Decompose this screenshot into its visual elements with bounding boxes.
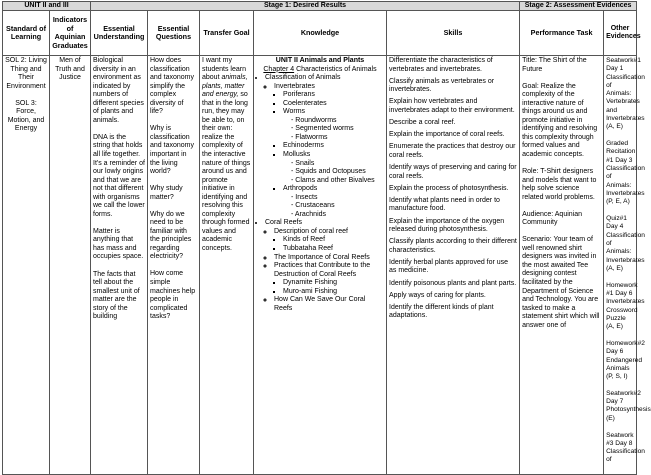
understanding-text: The facts that tell about the smallest unit of matter are the story of the building bbox=[93, 270, 140, 321]
list-item: ▪ Mollusks - Snails - Squids and Octopuses - Clams and other Bivalves bbox=[283, 151, 384, 185]
question-text: Why is classification and taxonomy important in the living world? bbox=[150, 125, 194, 176]
list-item: ▪ Echinoderms bbox=[283, 142, 384, 151]
skills-cell bbox=[387, 56, 520, 475]
evidence-text: Seatwork#1 Day 1 Classification of Animals: Vertebrates and Invertebrates (A, E) bbox=[606, 57, 645, 131]
list-item: ◦ Description of coral reef bbox=[274, 228, 384, 237]
skill-text: Identify poisonous plants and plant parts. bbox=[389, 279, 517, 287]
transfer-cell bbox=[200, 56, 254, 475]
understanding-text: DNA is the string that holds all life together. It's a reminder of our lowly origins and that we are not that different with organisms we call the lower forms. bbox=[93, 133, 145, 218]
stage2-header: Stage 2: Assessment Evidences bbox=[520, 2, 637, 11]
list-item: ▪ Dynamite Fishing bbox=[283, 279, 384, 288]
understanding-cell bbox=[91, 56, 148, 475]
unit-header: UNIT II and III bbox=[3, 2, 91, 11]
list-item: ◦ How Can We Save Our Coral Reefs bbox=[274, 296, 384, 313]
list-item: - Squids and Octopuses bbox=[291, 168, 384, 177]
knowledge-list bbox=[256, 74, 384, 313]
evidence-text: Homework#2 Day 6 Endangered Animals (P, S, I) bbox=[606, 339, 645, 381]
list-item: ▪ Worms - Roundworms - Segmented worms - Flatworms bbox=[283, 108, 384, 142]
indicator-cell: Men of Truth and Justice bbox=[50, 56, 91, 475]
standard-cell: SOL 2: Living Thing and Their Environment SOL 3: Force, Motion, and Energy bbox=[3, 56, 50, 475]
list-item: ◦ Invertebrates ▪ Poriferans ▪ Coelenterates ▪ Worms - Roundworms - Segmented worms - Flatworms ▪ Echinoderms ▪ Mollusks - Snails - Squids and Octopuses - Clams and other Bivalves ▪ Arthropods - Insects - Crustaceans - Arachnids bbox=[274, 83, 384, 220]
skill-text: Identify what plants need in order to manufacture food. bbox=[389, 196, 500, 213]
performance-text: Title: The Shirt of the Future bbox=[522, 57, 587, 73]
performance-text: Audience: Aquinian Community bbox=[522, 210, 582, 227]
list-item: ▪ Poriferans bbox=[283, 91, 384, 100]
skill-text: Differentiate the characteristics of vertebrates and invertebrates. bbox=[389, 57, 493, 73]
list-item: - Crustaceans bbox=[291, 202, 384, 211]
col-skills: Skills bbox=[387, 11, 520, 56]
question-text: Why do we need to be familiar with the principles regarding electricity? bbox=[150, 210, 192, 261]
list-item: - Arachnids bbox=[291, 211, 384, 220]
skill-text: Explain the process of photosynthesis. bbox=[389, 184, 509, 192]
column-header-row bbox=[3, 11, 637, 56]
col-other: Other Evidences bbox=[604, 11, 637, 56]
questions-cell bbox=[148, 56, 200, 475]
question-text: How come simple machines help people in complicated tasks? bbox=[150, 270, 196, 321]
skill-text: Enumerate the practices that destroy our coral reefs. bbox=[389, 143, 516, 159]
transfer-text: I want my students learn about bbox=[202, 57, 246, 82]
chapter-title: Characteristics of Animals bbox=[294, 65, 377, 73]
skill-text: Classify plants according to their different characteristics. bbox=[389, 238, 517, 254]
list-item: - Insects bbox=[291, 194, 384, 203]
col-standard: Standard of Learning bbox=[3, 11, 50, 56]
question-text: How does classification and taxonomy simplify the complex diversity of life? bbox=[150, 57, 194, 116]
performance-text: Goal: Realize the complexity of the interactive nature of things around us and promote initiative in identifying and resolving this complexity through formed values and academic concepts. bbox=[522, 82, 598, 158]
col-transfer: Transfer Goal bbox=[200, 11, 254, 56]
col-questions: Essential Questions bbox=[148, 11, 200, 56]
col-indicator: Indicators of Aquinian Graduates bbox=[50, 11, 91, 56]
list-item: ◦ Practices that Contribute to the Destruction of Coral Reefs ▪ Dynamite Fishing ▪ Muro-ami Fishing bbox=[274, 262, 384, 296]
list-item bbox=[274, 236, 384, 253]
col-understanding: Essential Understanding bbox=[91, 11, 148, 56]
evidence-text: Quiz#1 Day 4 Classification of Animals: Invertebrates (A, E) bbox=[606, 215, 645, 272]
list-item: - Roundworms bbox=[291, 117, 384, 126]
list-item: ▪ Coelenterates bbox=[283, 100, 384, 109]
stage-header-row bbox=[3, 2, 637, 11]
skill-text: Explain how vertebrates and invertebrates adapt to their environment. bbox=[389, 98, 515, 114]
skill-text: Identify the different kinds of plant adaptations. bbox=[389, 303, 494, 320]
curriculum-map-table bbox=[2, 1, 651, 475]
col-knowledge: Knowledge bbox=[254, 11, 387, 56]
list-item: ▪ Muro-ami Fishing bbox=[283, 288, 384, 297]
list-item: - Snails bbox=[291, 160, 384, 169]
list-item: - Segmented worms bbox=[291, 125, 384, 134]
content-row bbox=[3, 56, 637, 475]
transfer-text-rest: so that in the long run, they may be able to, on their own: realize the complexity of the interactive nature of things around us and promote initiative in identifying and resolving this complexity through formed values and academic concepts. bbox=[202, 91, 251, 253]
other-evidence-cell bbox=[604, 56, 651, 475]
list-item: - Flatworms bbox=[291, 134, 384, 143]
performance-text: Scenario: Your team of well renowned shirt designers was invited in the most awaited Tee designing contest facilitated by the Department of Science and Technology. You are tasked to make a statement shirt which will answer one of bbox=[522, 236, 600, 329]
chapter-label: Chapter 4 bbox=[263, 65, 295, 73]
knowledge-cell bbox=[254, 56, 387, 475]
skill-text: Apply ways of caring for plants. bbox=[389, 291, 486, 299]
skill-text: Classify animals as vertebrates or invertebrates. bbox=[389, 77, 495, 94]
skill-text: Identify herbal plants approved for use as medicine. bbox=[389, 258, 509, 275]
list-item: • Classification of Animals ◦ Invertebrates ▪ Poriferans ▪ Coelenterates ▪ Worms - Roundworms - Segmented worms - Flatworms ▪ Echinoderms ▪ Mollusks - Snails - Squids and Octopuses - Clams and other Bivalves ▪ Arthropods - Insects - Crustaceans - Arachnids bbox=[265, 74, 384, 219]
understanding-text: Matter is anything that has mass and occupies space. bbox=[93, 227, 144, 261]
evidence-text: Homework #1 Day 6 Invertebrates Crossword Puzzle (A, E) bbox=[606, 281, 645, 331]
performance-text: Role: T-Shirt designers and models that want to help solve science related world problems. bbox=[522, 168, 597, 201]
list-item: ▪ Arthropods - Insects - Crustaceans - Arachnids bbox=[283, 185, 384, 219]
question-text: Why study matter? bbox=[150, 185, 183, 201]
list-item: ▪ Tubbataha Reef bbox=[283, 245, 384, 254]
performance-cell bbox=[520, 56, 604, 475]
understanding-text: Biological diversity in an environment as indicated by numbers of different species of plants and animals. bbox=[93, 57, 144, 124]
transfer-italic-text: animals, plants, matter and energy, bbox=[202, 74, 248, 99]
skill-text: Explain the importance of the oxygen released during photosynthesis. bbox=[389, 217, 505, 234]
evidence-text: Graded Recitation #1 Day 3 Classification of Animals: Invertebrates (P, E, A) bbox=[606, 140, 645, 206]
knowledge-title: UNIT II Animals and Plants bbox=[275, 57, 365, 64]
stage1-header: Stage 1: Desired Results bbox=[91, 2, 520, 11]
list-item: - Clams and other Bivalves bbox=[291, 177, 384, 186]
col-performance: Performance Task bbox=[520, 11, 604, 56]
evidence-text: Seatwork #3 Day 8 Classification of bbox=[606, 431, 645, 464]
list-item: • Coral Reefs ◦ Description of coral reef ▪ Kinds of Reef ▪ Tubbataha Reef ◦ The Importance of Coral Reefs ◦ Practices that Contribute to the Destruction of Coral Reefs ▪ Dynamite Fishing ▪ Muro-ami Fishing ◦ How Can We Save Our Coral Reefs bbox=[265, 219, 384, 313]
skill-text: Explain the importance of coral reefs. bbox=[389, 131, 505, 139]
list-item: ◦ The Importance of Coral Reefs bbox=[274, 254, 384, 263]
list-item: ▪ Kinds of Reef bbox=[283, 236, 384, 245]
evidence-text: Seatwork#2 Day 7 Photosynthesis (E) bbox=[606, 389, 651, 422]
skill-text: Identify ways of preserving and caring for coral reefs. bbox=[389, 164, 517, 180]
chapter-heading bbox=[256, 66, 384, 75]
skill-text: Describe a coral reef. bbox=[389, 119, 456, 127]
